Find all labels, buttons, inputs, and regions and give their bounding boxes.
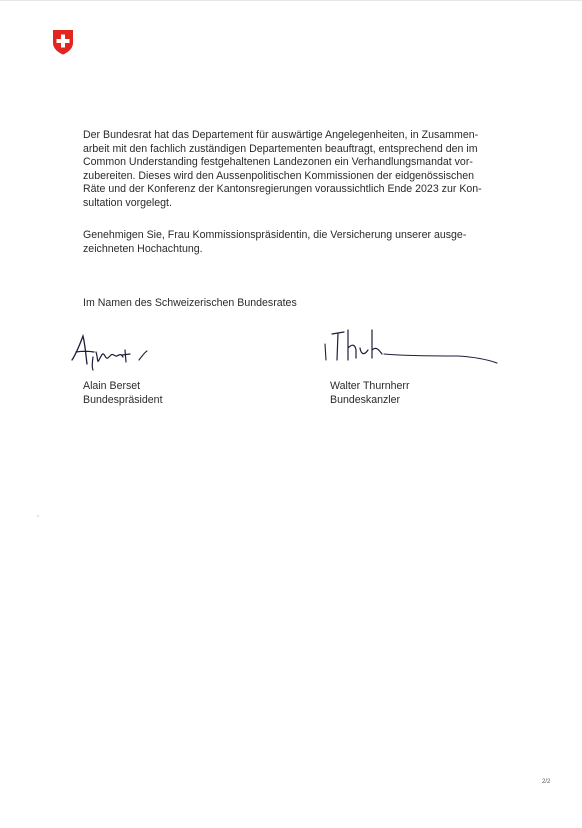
body-paragraph-salutation xyxy=(83,229,533,256)
closing-text: Im Namen des Schweizerischen Bundesrates xyxy=(83,297,297,309)
body-paragraph-mandate xyxy=(83,129,533,211)
text-line: Common Understanding festgehaltenen Landezonen ein Verhandlungsmandat vor- xyxy=(83,156,473,169)
signatory-title: Bundespräsident xyxy=(83,394,163,406)
swiss-cross-icon xyxy=(52,29,74,55)
signatory-name: Walter Thurnherr xyxy=(330,380,410,392)
signatory-right xyxy=(330,379,409,407)
text-line: zubereiten. Dieses wird den Aussenpolitischen Kommissionen der eidgenössischen xyxy=(83,169,475,182)
signatory-title: Bundeskanzler xyxy=(330,394,401,406)
text-line: Genehmigen Sie, Frau Kommissionspräsidentin, die Versicherung unserer ausge- xyxy=(83,229,467,241)
signatory-left xyxy=(83,379,163,407)
scan-speck xyxy=(37,515,39,517)
text-line: Räte und der Konferenz der Kantonsregierungen voraussichtlich Ende 2023 zur Kon- xyxy=(83,183,482,196)
closing-line xyxy=(83,297,533,311)
signature-thurnherr xyxy=(316,322,500,372)
text-line: sultation vorgelegt. xyxy=(83,196,172,209)
text-line: arbeit mit den fachlich zuständigen Departementen beauftragt, entsprechend den im xyxy=(83,142,478,155)
text-line: zeichneten Hochachtung. xyxy=(83,242,203,255)
page-number: 2/2 xyxy=(542,779,551,785)
top-edge-divider xyxy=(0,0,582,1)
text-line: Der Bundesrat hat das Departement für auswärtige Angelegenheiten, in Zusammen- xyxy=(83,129,479,141)
signature-berset xyxy=(66,330,196,374)
signatory-name: Alain Berset xyxy=(83,380,141,392)
